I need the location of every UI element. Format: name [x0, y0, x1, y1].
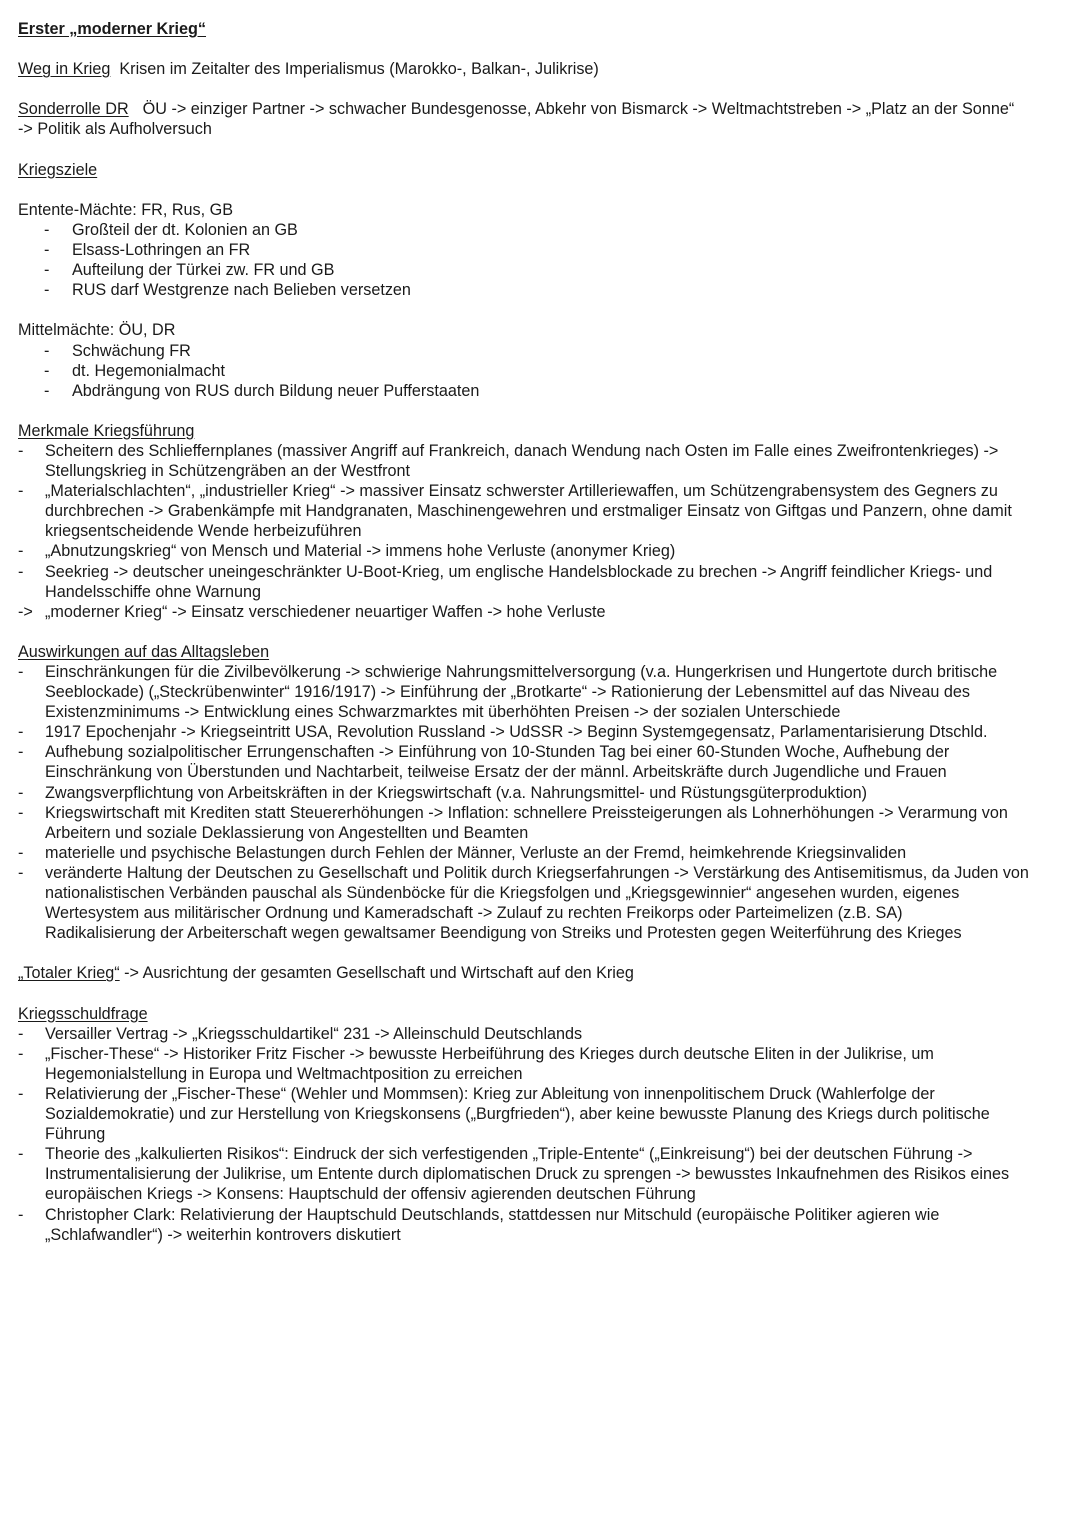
list-item: - Schwächung FR: [44, 341, 191, 360]
list-item: - Zwangsverpflichtung von Arbeitskräften in der Kriegswirtschaft (v.a. Nahrungsmittel- und Rüstungsgüterproduktion): [18, 783, 868, 802]
auswirkungen-heading: Auswirkungen auf das Alltagsleben: [18, 642, 270, 661]
list-item: - Großteil der dt. Kolonien an GB: [44, 220, 298, 239]
list-item: - veränderte Haltung der Deutschen zu Gesellschaft und Politik durch Kriegserfahrungen -> Verstärkung des Antisemitismus, da Juden von nationalistischen Verbänden pauschal als Sündenböcke für die Kriegsfolgen und „Kriegsgewinnier“ angesehen wurden, eigenes Wertesystem aus militärischer Ordnung und Kameradschaft -> Zulauf zu rechten Freikorps oder Parteimelizen (z.B. SA) Radikalisierung der Arbeiterschaft wegen gewaltsamer Beendigung von Streiks und Protesten gegen Weiterführung des Krieges: [18, 863, 1029, 943]
document-title-row: [18, 19, 1076, 39]
list-item: - RUS darf Westgrenze nach Belieben versetzen: [44, 281, 411, 300]
list-item: - Elsass-Lothringen an FR: [44, 241, 251, 260]
weg-in-krieg-label: Weg in Krieg: [18, 60, 111, 79]
list-item: - „Abnutzungskrieg“ von Mensch und Material -> immens hohe Verluste (anonymer Krieg): [18, 542, 676, 561]
list-item: - dt. Hegemonialmacht: [44, 361, 225, 380]
kriegsziele-heading: Kriegsziele: [18, 160, 98, 179]
entente-label: Entente-Mächte: FR, Rus, GB: [18, 200, 234, 219]
list-item: - 1917 Epochenjahr -> Kriegseintritt USA, Revolution Russland -> UdSSR -> Beginn Systemgegensatz, Parlamentarisierung Dtschld.: [18, 723, 988, 742]
sonderrolle-line: ÖU -> einziger Partner -> schwacher Bundesgenosse, Abkehr von Bismarck -> Weltmachtstreben -> „Platz an der Sonne“: [142, 100, 1015, 119]
list-item: - materielle und psychische Belastungen durch Fehlen der Männer, Verluste an der Fremd, heimkehrende Kriegsinvaliden: [18, 843, 907, 862]
list-item: - Scheitern des Schlieffernplanes (massiver Angriff auf Frankreich, danach Wendung nach Osten im Falle eines Zweifrontenkrieges) -> Stellungskrieg in Schützengräben an der Westfront: [18, 441, 999, 481]
auswirkungen-section: [18, 642, 1076, 943]
mittelmaechte-label: Mittelmächte: ÖU, DR: [18, 321, 176, 340]
list-item: - Aufhebung sozialpolitischer Errungenschaften -> Einführung von 10-Stunden Tag bei einer 60-Stunden Woche, Aufhebung der Einschränkung von Überstunden und Nachtarbeit, teilweise Ersatz der der männl. Arbeitskräfte durch Jugendliche und Frauen: [18, 743, 950, 782]
list-item: - „Fischer-These“ -> Historiker Fritz Fischer -> bewusste Herbeiführung des Krieges durch deutsche Eliten in der Julikrise, um Hegemonialstellung in Europa und Weltmachtposition zu erreichen: [18, 1044, 934, 1083]
document-title: Erster „moderner Krieg“: [18, 20, 207, 38]
merkmale-heading: Merkmale Kriegsführung: [18, 421, 195, 440]
weg-in-krieg-text: Krisen im Zeitalter des Imperialismus (Marokko-, Balkan-, Julikrise): [119, 60, 599, 79]
entente-section: [18, 200, 1076, 300]
totaler-krieg-label: „Totaler Krieg“: [18, 964, 120, 983]
list-item: - Einschränkungen für die Zivilbevölkerung -> schwierige Nahrungsmittelversorgung (v.a. Hungerkrisen und Hungertote durch britische Seeblockade) („Steckrübenwinter“ 1916/1917) -> Einführung der „Brotkarte“ -> Rationierung der Lebensmittel auf das Niveau des Existenzminimums -> Entwicklung eines Schwarzmarktes mit überhöhten Preisen -> der sozialen Unterschiede: [18, 663, 998, 722]
list-item: - Versailler Vertrag -> „Kriegsschuldartikel“ 231 -> Alleinschuld Deutschlands: [18, 1024, 583, 1043]
list-item: - Christopher Clark: Relativierung der Hauptschuld Deutschlands, stattdessen nur Mitschuld (europäische Politiker agieren wie „Schlafwandler“) -> weiterhin kontrovers diskutiert: [18, 1205, 940, 1244]
totaler-krieg-row: [18, 963, 1076, 983]
document-page: [18, 19, 1076, 1245]
merkmale-conclusion: -> „moderner Krieg“ -> Einsatz verschiedener neuartiger Waffen -> hohe Verluste: [18, 602, 606, 621]
sonderrolle-label: Sonderrolle DR: [18, 100, 129, 119]
kriegsschuld-section: [18, 1004, 1076, 1245]
sonderrolle-line: -> Politik als Aufholversuch: [18, 120, 212, 139]
list-item: - Kriegswirtschaft mit Krediten statt Steuererhöhungen -> Inflation: schnellere Preissteigerungen als Lohnerhöhungen -> Verarmung von Arbeitern und soziale Deklassierung von Angestellten und Beamten: [18, 803, 1008, 842]
sonderrolle-section: [18, 99, 1076, 139]
list-item: - Seekrieg -> deutscher uneingeschränkter U-Boot-Krieg, um englische Handelsblockade zu brechen -> Angriff feindlicher Kriegs- und Handelsschiffe ohne Warnung: [18, 562, 993, 601]
merkmale-section: [18, 421, 1076, 622]
list-item: - Relativierung der „Fischer-These“ (Wehler und Mommsen): Krieg zur Ableitung von innenpolitischem Druck (Wahlerfolge der Sozialdemokratie) und zur Herstellung von Kriegskonsens („Burgfrieden“), aber keine bewusste Planung des Kriegs durch politische Führung: [18, 1084, 990, 1144]
kriegsschuld-heading: Kriegsschuldfrage: [18, 1004, 148, 1023]
list-item: - „Materialschlachten“, „industrieller Krieg“ -> massiver Einsatz schwerster Artilleriewaffen, um Schützengrabensystem des Gegners zu durchbrechen -> Grabenkämpfe mit Handgranaten, Maschinengewehren und erstmaliger Einsatz von Giftgas und Panzern, ohne damit kriegsentscheidende Wende herbeizuführen: [18, 482, 1012, 541]
weg-in-krieg-row: [18, 59, 1076, 79]
list-item: - Abdrängung von RUS durch Bildung neuer Pufferstaaten: [44, 381, 480, 400]
totaler-krieg-text: -> Ausrichtung der gesamten Gesellschaft und Wirtschaft auf den Krieg: [124, 964, 634, 983]
mittelmaechte-section: [18, 320, 1076, 400]
list-item: - Aufteilung der Türkei zw. FR und GB: [44, 261, 335, 280]
list-item: - Theorie des „kalkulierten Risikos“: Eindruck der sich verfestigenden „Triple-Entente“ („Einkreisung“) bei der deutschen Führung -> Instrumentalisierung der Julikrise, um Entente durch diplomatischen Druck zu sprengen -> bewusstes Inkaufnehmen des Risikos eines europäischen Kriegs -> Konsens: Hauptschuld der offensiv agierenden deutschen Führung: [18, 1145, 1010, 1204]
